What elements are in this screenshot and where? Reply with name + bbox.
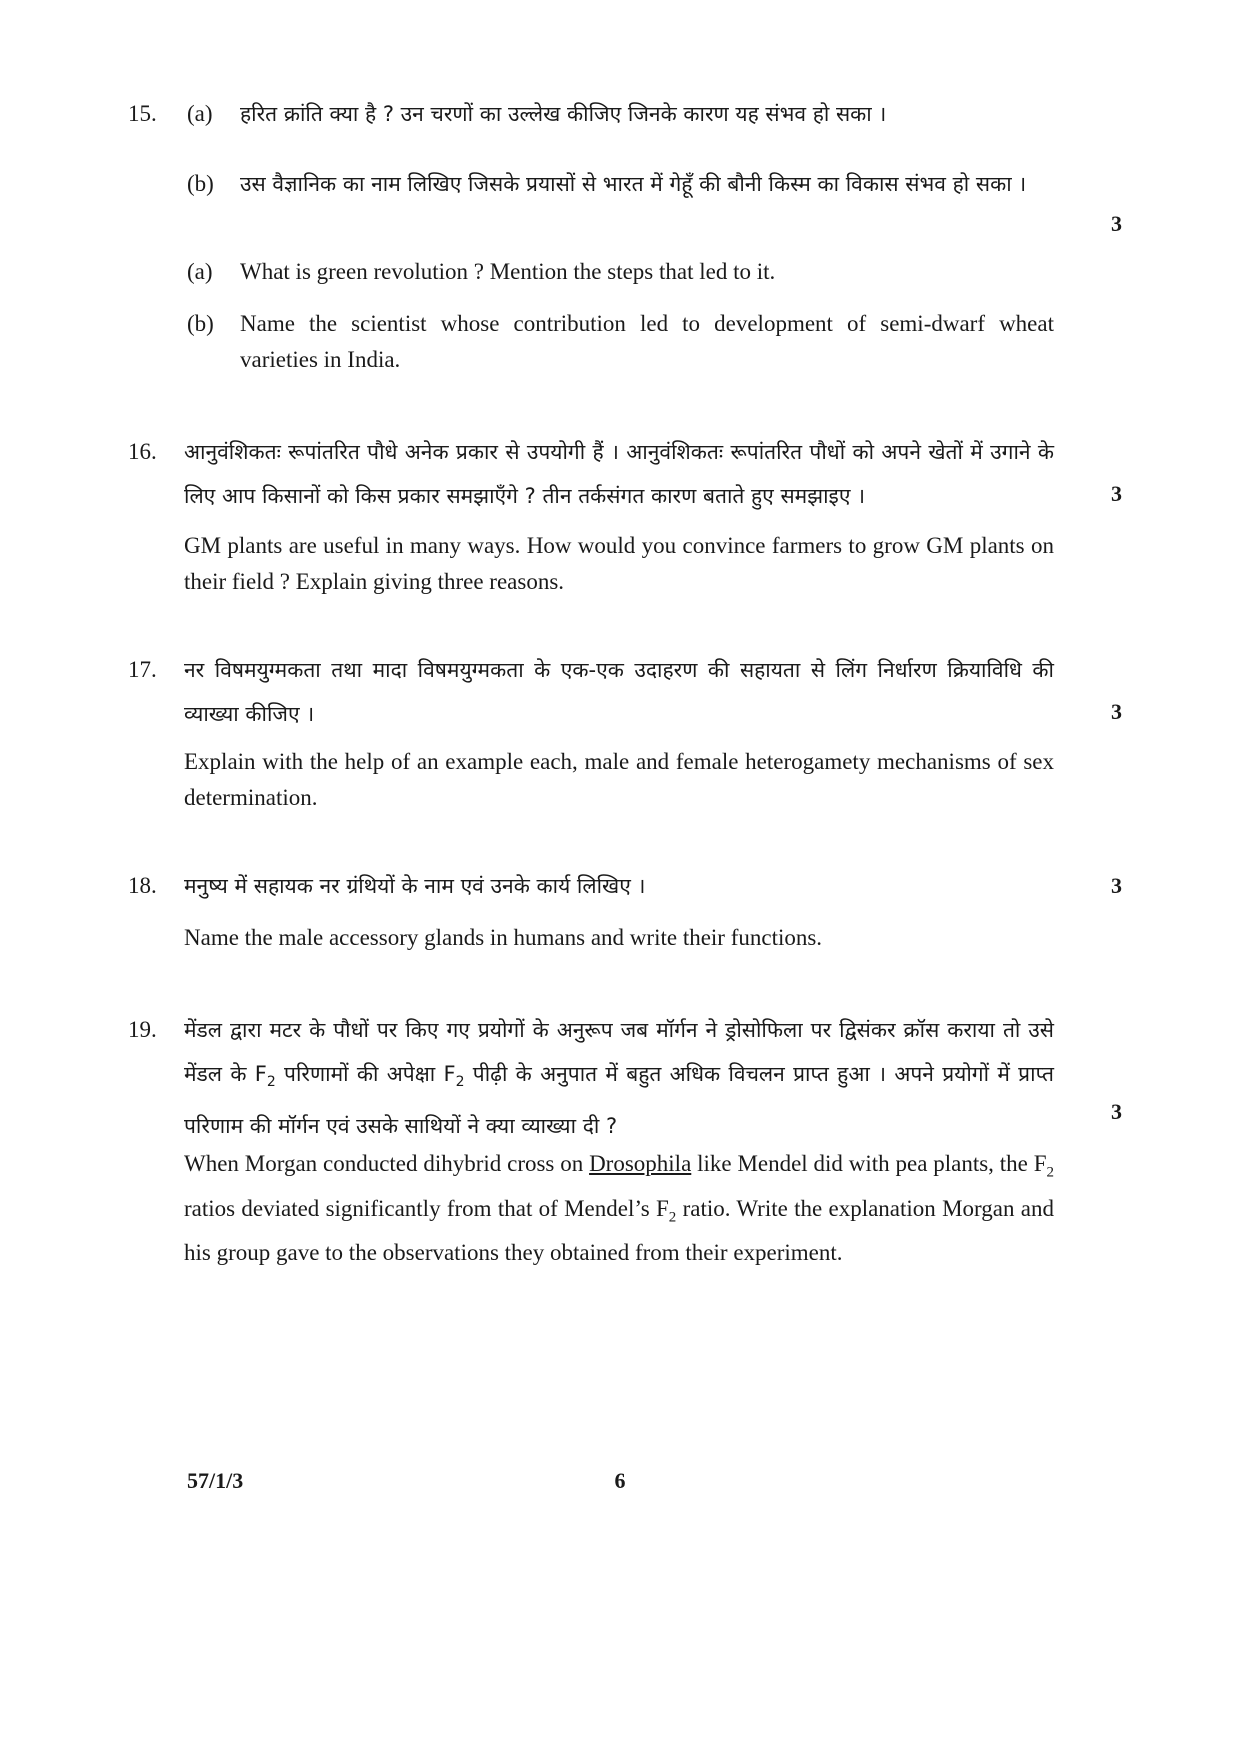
part-label: (b) bbox=[187, 171, 214, 196]
question-text-hindi: हरित क्रांति क्या है ? उन चरणों का उल्लेख कीजिए जिनके कारण यह संभव हो सका । bbox=[240, 102, 887, 126]
marks-label: 3 bbox=[1111, 873, 1122, 898]
question-text-english: GM plants are useful in many ways. How would you convince farmers to grow GM plants on their field ? Explain giving three reasons. bbox=[184, 533, 1054, 594]
question-text-hindi: मनुष्य में सहायक नर ग्रंथियों के नाम एवं उनके कार्य लिखिए । bbox=[184, 874, 646, 898]
question-number: 17. bbox=[128, 657, 157, 682]
question-number: 18. bbox=[128, 873, 157, 898]
part-label: (b) bbox=[187, 311, 214, 336]
question-text-hindi: नर विषमयुग्मकता तथा मादा विषमयुग्मकता के एक-एक उदाहरण की सहायता से लिंग निर्धारण क्रियाविधि की व्याख्या कीजिए । bbox=[184, 658, 1054, 726]
question-text-english: When Morgan conducted dihybrid cross on Drosophila like Mendel did with pea plants, the $F_2$ ratios deviated significantly from that of Mendel’s $F_2$ ratio. Write the explanation Morgan and his group gave to the observations they obtained from their experiment. bbox=[184, 1151, 1054, 1266]
question-number: 16. bbox=[128, 439, 157, 464]
question-number: 19. bbox=[128, 1017, 157, 1042]
paper-code: 57/1/3 bbox=[187, 1468, 244, 1493]
part-label: (a) bbox=[187, 259, 213, 284]
question-text-english: Name the scientist whose contribution led to development of semi-dwarf wheat varieties in India. bbox=[240, 311, 1054, 372]
drosophila-term: Drosophila bbox=[589, 1151, 692, 1176]
question-text-english: What is green revolution ? Mention the steps that led to it. bbox=[240, 259, 776, 284]
question-text-hindi: उस वैज्ञानिक का नाम लिखिए जिसके प्रयासों से भारत में गेहूँ की बौनी किस्म का विकास संभव हो सका । bbox=[240, 172, 1027, 196]
question-number: 15. bbox=[128, 101, 157, 126]
marks-label: 3 bbox=[1111, 211, 1122, 236]
marks-label: 3 bbox=[1111, 699, 1122, 724]
question-text-hindi: आनुवंशिकतः रूपांतरित पौधे अनेक प्रकार से उपयोगी हैं । आनुवंशिकतः रूपांतरित पौधों को अपने खेतों में उगाने के लिए आप किसानों को किस प्रकार समझाएँगे ? तीन तर्कसंगत कारण बताते हुए समझाइए । bbox=[184, 440, 1054, 508]
marks-label: 3 bbox=[1111, 1099, 1122, 1124]
marks-label: 3 bbox=[1111, 481, 1122, 506]
question-text-hindi: मेंडल द्वारा मटर के पौधों पर किए गए प्रयोगों के अनुरूप जब मॉर्गन ने ड्रोसोफिला पर द्विसंकर क्रॉस कराया तो उसे मेंडल के $F_2$ परिणामों की अपेक्षा $F_2$ पीढ़ी के अनुपात में बहुत अधिक विचलन प्राप्त हुआ । अपने प्रयोगों में प्राप्त परिणाम की मॉर्गन एवं उसके साथियों ने क्या व्याख्या दी ? bbox=[184, 1018, 1055, 1139]
question-text-english: Name the male accessory glands in humans and write their functions. bbox=[184, 925, 823, 950]
page-number: 6 bbox=[614, 1468, 626, 1493]
question-text-english: Explain with the help of an example each, male and female heterogamety mechanisms of sex determination. bbox=[184, 749, 1054, 810]
part-label: (a) bbox=[187, 101, 213, 126]
